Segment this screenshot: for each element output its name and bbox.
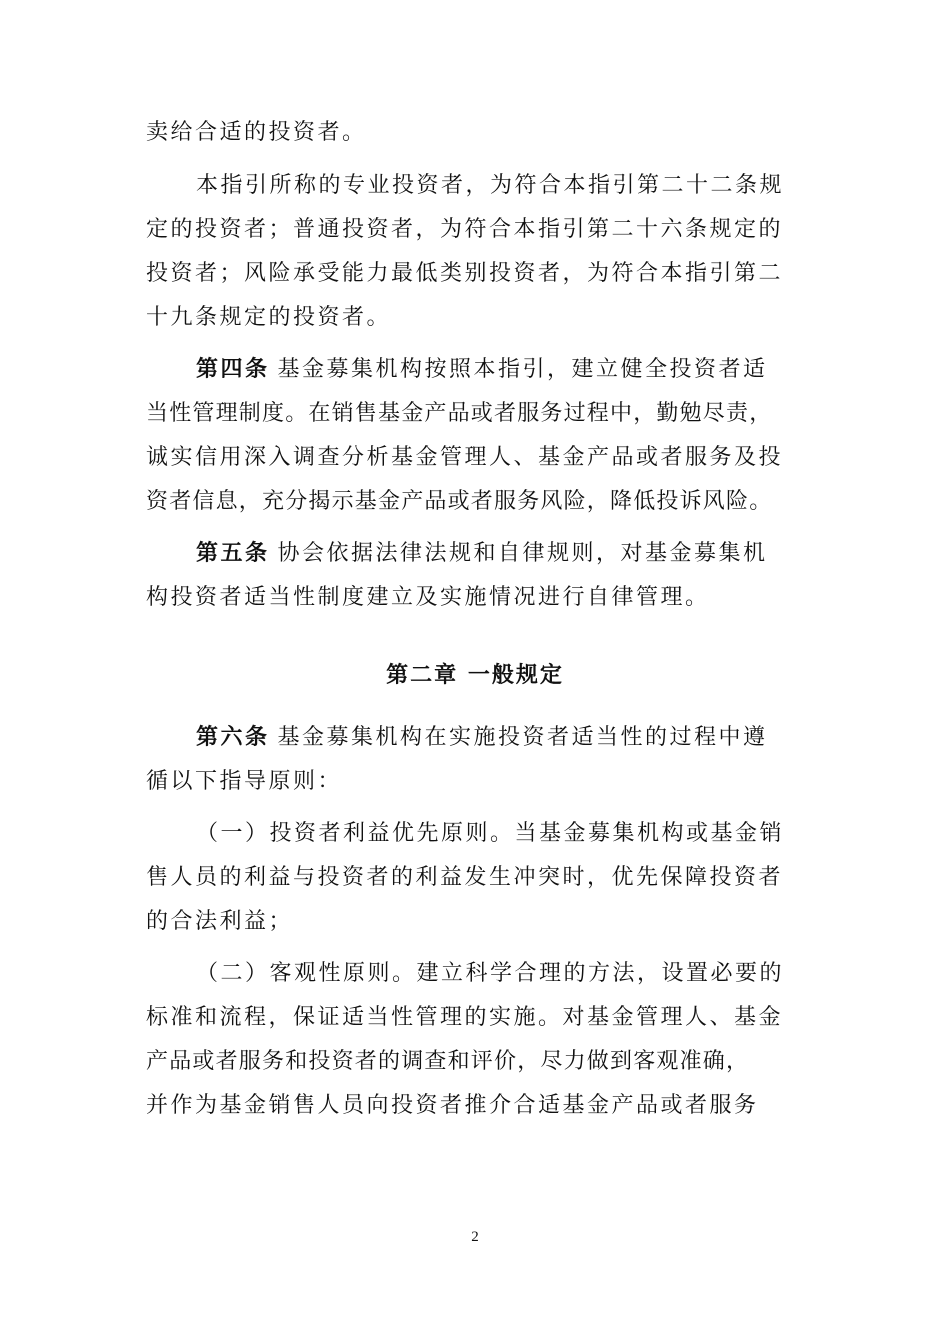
text-line: 构投资者适当性制度建立及实施情况进行自律管理。	[146, 585, 710, 610]
article-text: 基金募集机构按照本指引，建立健全投资者适	[277, 357, 768, 382]
text-line: 投资者；风险承受能力最低类别投资者，为符合本指引第二	[146, 261, 784, 286]
text-line: （一）投资者利益优先原则。当基金募集机构或基金销	[196, 821, 785, 846]
text-line: 定的投资者；普通投资者，为符合本指引第二十六条规定的	[146, 217, 784, 242]
text-line: 循以下指导原则：	[146, 769, 343, 794]
article-4-first-line	[196, 355, 806, 385]
chapter-title: 第二章 一般规定	[386, 663, 564, 688]
text-line: 售人员的利益与投资者的利益发生冲突时，优先保障投资者	[146, 865, 784, 890]
text-line: （二）客观性原则。建立科学合理的方法，设置必要的	[196, 961, 785, 986]
article-number: 第六条	[196, 725, 270, 750]
text-line: 本指引所称的专业投资者，为符合本指引第二十二条规	[196, 173, 785, 198]
text-line: 资者信息，充分揭示基金产品或者服务风险，降低投诉风险。	[146, 489, 773, 514]
text-line: 十九条规定的投资者。	[146, 305, 392, 330]
text-line: 标准和流程，保证适当性管理的实施。对基金管理人、基金	[146, 1005, 784, 1030]
text-line: 产品或者服务和投资者的调查和评价，尽力做到客观准确，	[146, 1049, 750, 1074]
article-6-first-line	[196, 723, 806, 753]
page-number: 2	[471, 1229, 479, 1245]
article-text: 协会依据法律法规和自律规则，对基金募集机	[277, 541, 768, 566]
article-text: 基金募集机构在实施投资者适当性的过程中遵	[277, 725, 768, 750]
text-line: 的合法利益；	[146, 909, 294, 934]
text-line: 当性管理制度。在销售基金产品或者服务过程中，勤勉尽责，	[146, 401, 773, 426]
text-line: 诚实信用深入调查分析基金管理人、基金产品或者服务及投	[146, 445, 784, 470]
text-line: 并作为基金销售人员向投资者推介合适基金产品或者服务	[146, 1093, 759, 1118]
article-5-first-line	[196, 539, 806, 569]
article-number: 第四条	[196, 357, 270, 382]
article-number: 第五条	[196, 541, 270, 566]
text-line: 卖给合适的投资者。	[146, 120, 367, 145]
